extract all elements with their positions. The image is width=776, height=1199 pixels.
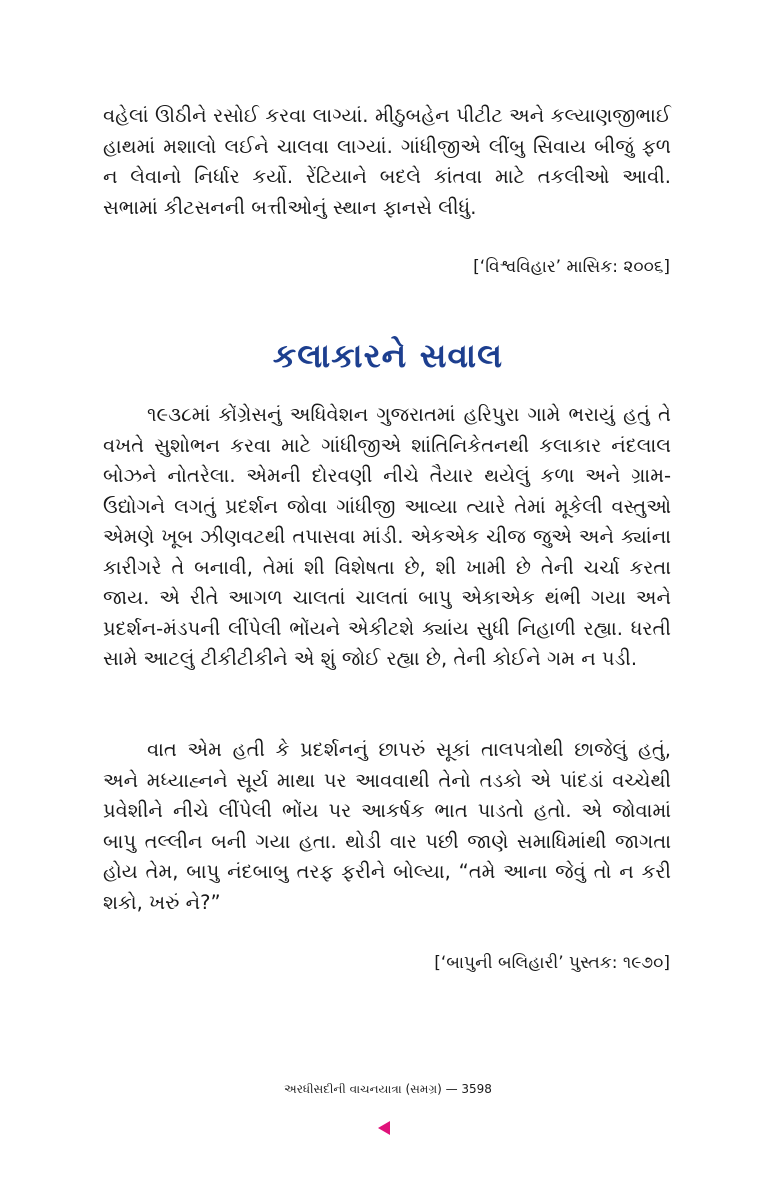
article-source-citation: [‘બાપુની બલિહારી’ પુસ્તક: ૧૯૭૦] <box>434 953 670 973</box>
opening-source-citation: [‘વિશ્વવિહાર’ માસિક: ૨૦૦૬] <box>473 257 670 277</box>
opening-paragraph: વહેલાં ઊઠીને રસોઈ કરવા લાગ્યાં. મીઠુબહેન પીટીટ અને કલ્યાણજીભાઈ હાથમાં મશાલો લઈને ચાલવા લાગ્યાં. ગાંધીજીએ લીંબુ સિવાય બીજું ફળ ન લેવાનો નિર્ધાર કર્યો. રેંટિયાને બદલે કાંતવા માટે તકલીઓ આવી. સભામાં કીટસનની બત્તીઓનું સ્થાન ફાનસે લીધું. <box>103 104 671 219</box>
article-paragraph-2: વાત એમ હતી કે પ્રદર્શનનું છાપરું સૂકાં તાલપત્રોથી છાજેલું હતું, અને મધ્યાહ્નને સૂર્ય માથા પર આવવાથી તેનો તડકો એ પાંદડાં વચ્ચેથી પ્રવેશીને નીચે લીંપેલી ભોંય પર આકર્ષક ભાત પાડતો હતો. એ જોવામાં બાપુ તલ્લીન બની ગયા હતા. થોડી વાર પછી જાણે સમાધિમાંથી જાગતા હોય તેમ, બાપુ નંદબાબુ તરફ ફરીને બોલ્યા, “તમે આના જેવું તો ન કરી શકો, ખરું ને?” <box>103 738 671 914</box>
previous-page-arrow-icon[interactable] <box>378 1121 390 1135</box>
article-paragraph-1: ૧૯૩૮માં કોંગ્રેસનું અધિવેશન ગુજરાતમાં હરિપુરા ગામે ભરાયું હતું તે વખતે સુશોભન કરવા માટે ગાંધીજીએ શાંતિનિકેતનથી કલાકાર નંદલાલ બોઝને નોતરેલા. એમની દોરવણી નીચે તૈયાર થયેલું કળા અને ગ્રામ-ઉદ્યોગને લગતું પ્રદર્શન જોવા ગાંધીજી આવ્યા ત્યારે તેમાં મૂકેલી વસ્તુઓ એમણે ખૂબ ઝીણવટથી તપાસવા માંડી. એકએક ચીજ જુએ અને ક્યાંના કારીગરે તે બનાવી, તેમાં શી વિશેષતા છે, શી ખામી છે તેની ચર્ચા કરતા જાય. એ રીતે આગળ ચાલતાં ચાલતાં બાપુ એકાએક થંભી ગયા અને પ્રદર્શન-મંડપની લીંપેલી ભોંયને એકીટશે ક્યાંય સુધી નિહાળી રહ્યા. ધરતી સામે આટલું ટીકીટીકીને એ શું જોઈ રહ્યા છે, તેની કોઈને ગમ ન પડી. <box>103 403 671 670</box>
page-footer: અરધીસદીની વાચનયાત્રા (સમગ્ર) — 3598 <box>284 1082 492 1096</box>
article-title: કલાકારને સવાલ <box>272 336 504 375</box>
